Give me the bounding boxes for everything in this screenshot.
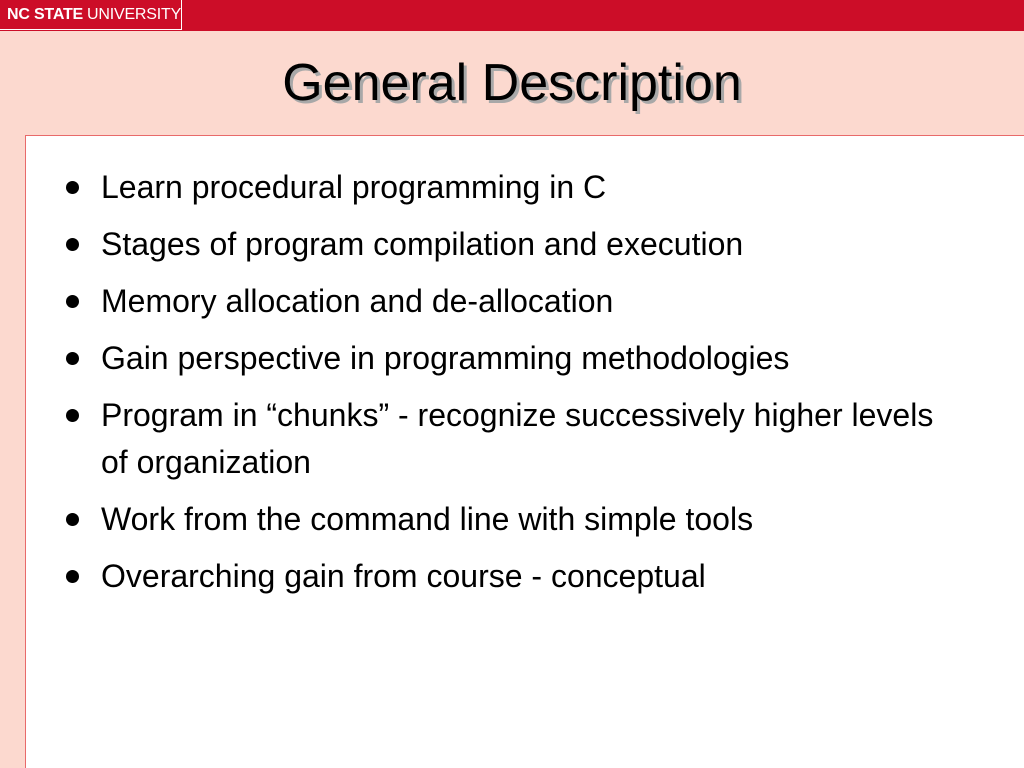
- bullet-icon: [66, 335, 101, 382]
- bullet-text: Learn procedural programming in C: [101, 169, 607, 205]
- bullet-text: Memory allocation and de-allocation: [101, 283, 614, 319]
- slide-title: General Description: [282, 54, 742, 112]
- bullet-text: Stages of program compilation and execution: [101, 226, 744, 262]
- bullet-item: [66, 392, 966, 486]
- content-panel: [25, 135, 1024, 768]
- bullet-text: Gain perspective in programming methodologies: [101, 340, 790, 376]
- bullet-item: [66, 553, 966, 600]
- bullet-item: [66, 335, 966, 382]
- bullet-list: [66, 164, 966, 610]
- bullet-icon: [66, 278, 101, 325]
- bullet-text: Work from the command line with simple tools: [101, 501, 754, 537]
- bullet-icon: [66, 392, 101, 439]
- bullet-item: [66, 221, 966, 268]
- bullet-icon: [66, 553, 101, 600]
- logo-light-text: UNIVERSITY: [87, 5, 182, 23]
- university-logo: [0, 0, 182, 30]
- bullet-icon: [66, 164, 101, 211]
- bullet-icon: [66, 221, 101, 268]
- logo-bold-text: NC STATE: [7, 5, 84, 23]
- bullet-item: [66, 164, 966, 211]
- bullet-icon: [66, 496, 101, 543]
- bullet-item: [66, 496, 966, 543]
- bullet-text: Overarching gain from course - conceptual: [101, 558, 706, 594]
- bullet-item: [66, 278, 966, 325]
- bullet-text: Program in “chunks” - recognize successively higher levels of organization: [101, 397, 934, 480]
